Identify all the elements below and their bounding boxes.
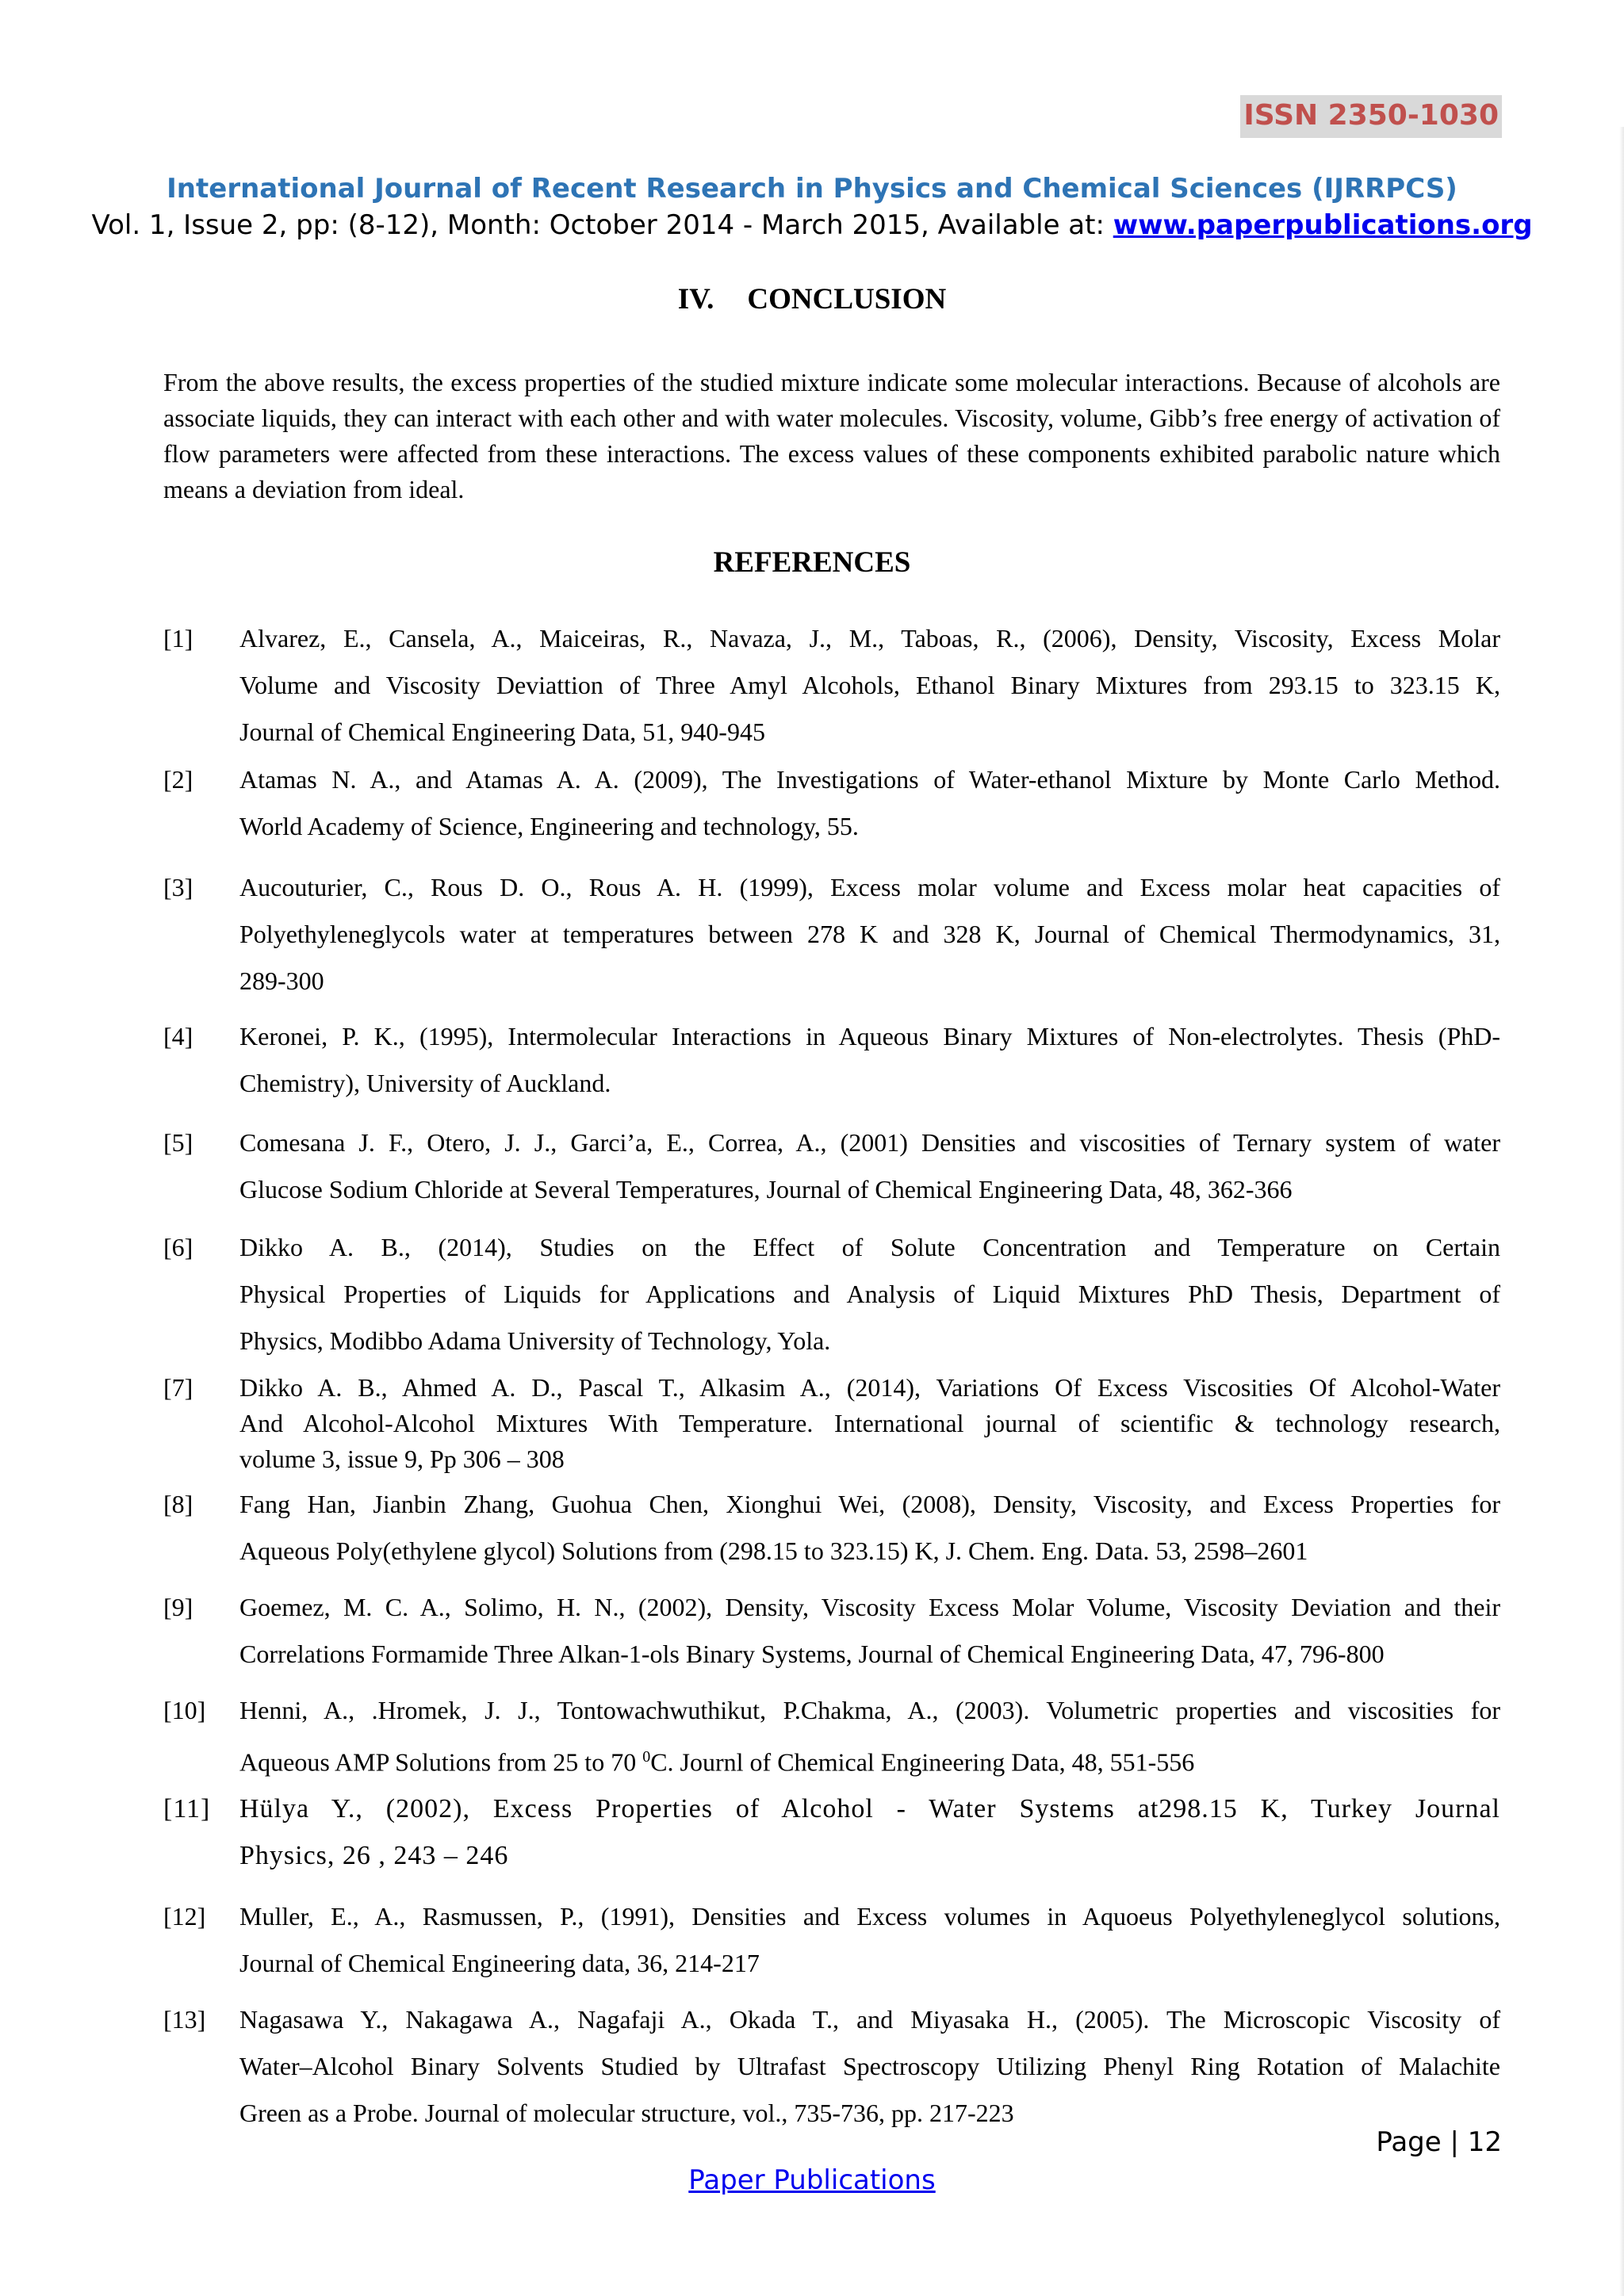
reference-label: [5] [163, 1128, 193, 1157]
reference-line: Correlations Formamide Three Alkan-1-ols Binary Systems, Journal of Chemical Engineering Data, 47, 796-800 [239, 1640, 1385, 1668]
reference-text [239, 615, 1500, 756]
volume-info [0, 209, 1624, 241]
publisher-link[interactable]: Paper Publications [688, 2164, 936, 2196]
reference-line: Nagasawa Y., Nakagawa A., Nagafaji A., Okada T., and Miyasaka H., (2005). The Microscopic Viscosity of [239, 2005, 1500, 2034]
website-link[interactable]: www.paperpublications.org [1113, 209, 1533, 241]
conclusion-heading [0, 282, 1624, 316]
reference-text [239, 1119, 1500, 1213]
reference-text [239, 756, 1500, 850]
reference-line: Physics, 26 , 243 – 246 [239, 1841, 509, 1870]
reference-label: [4] [163, 1022, 193, 1050]
reference-line: World Academy of Science, Engineering and technology, 55. [239, 812, 859, 840]
reference-text [239, 1584, 1500, 1678]
reference-text [239, 1224, 1500, 1364]
reference-line: Polyethyleneglycols water at temperatures between 278 K and 328 K, Journal of Chemical Thermodynamics, 31, [239, 920, 1500, 948]
reference-label: [9] [163, 1593, 193, 1621]
reference-text [239, 1785, 1500, 1879]
conclusion-paragraph: From the above results, the excess properties of the studied mixture indicate some molecular interactions. Because of alcohols are associate liquids, they can interact with each other and with water molecules. Viscosity, volume, Gibb’s free energy of activation of flow parameters were affected from these interactions. The excess values of these components exhibited parabolic nature which means a deviation from ideal. [163, 368, 1500, 503]
reference-line: And Alcohol-Alcohol Mixtures With Temperature. International journal of scientific & technology research, [239, 1409, 1500, 1437]
issn-badge: ISSN 2350-1030 [1240, 95, 1502, 138]
page-edge-shadow [1619, 127, 1624, 2296]
reference-line: Hülya Y., (2002), Excess Properties of Alcohol - Water Systems at298.15 K, Turkey Journal [239, 1794, 1500, 1823]
reference-line: Chemistry), University of Auckland. [239, 1069, 611, 1097]
reference-line: Journal of Chemical Engineering Data, 51, 940-945 [239, 718, 765, 746]
reference-label: [8] [163, 1490, 193, 1518]
reference-label: [10] [163, 1696, 206, 1724]
reference-line: Atamas N. A., and Atamas A. A. (2009), The Investigations of Water-ethanol Mixture by Monte Carlo Method. [239, 765, 1500, 794]
reference-line: 289-300 [239, 966, 324, 995]
footer-publisher [0, 2164, 1624, 2196]
journal-title: International Journal of Recent Research in Physics and Chemical Sciences (IJRRPCS) [167, 173, 1457, 205]
reference-text [239, 1481, 1500, 1575]
reference-line: Green as a Probe. Journal of molecular structure, vol., 735-736, pp. 217-223 [239, 2099, 1014, 2127]
section-number: IV. [677, 283, 714, 316]
reference-label: [2] [163, 765, 193, 794]
reference-label: [7] [163, 1373, 193, 1402]
reference-text [239, 1687, 1500, 1786]
reference-line [239, 1734, 1500, 1786]
reference-line: Water–Alcohol Binary Solvents Studied by Ultrafast Spectroscopy Utilizing Phenyl Ring Rotation of Malachite [239, 2052, 1500, 2080]
reference-label: [3] [163, 873, 193, 901]
reference-text [239, 864, 1500, 1004]
reference-label: [6] [163, 1233, 193, 1261]
reference-text [239, 1370, 1500, 1477]
reference-label: [13] [163, 2005, 206, 2034]
reference-line-part: Aqueous AMP Solutions from 25 to 70 [239, 1747, 643, 1777]
reference-line: Aqueous Poly(ethylene glycol) Solutions from (298.15 to 323.15) K, J. Chem. Eng. Data. 53, 2598–2601 [239, 1536, 1308, 1565]
reference-label: [12] [163, 1902, 206, 1931]
reference-line-part: C. Journl of Chemical Engineering Data, 48, 551-556 [650, 1747, 1195, 1777]
reference-label: [11] [163, 1794, 211, 1823]
reference-line: Alvarez, E., Cansela, A., Maiceiras, R., Navaza, J., M., Taboas, R., (2006), Density, Viscosity, Excess Molar [239, 624, 1500, 652]
reference-text [239, 1893, 1500, 1987]
volume-text: Vol. 1, Issue 2, pp: (8-12), Month: October 2014 - March 2015, Available at: [91, 209, 1113, 241]
reference-line: Dikko A. B., Ahmed A. D., Pascal T., Alkasim A., (2014), Variations Of Excess Viscosities Of Alcohol-Water [239, 1373, 1500, 1402]
reference-line: Muller, E., A., Rasmussen, P., (1991), Densities and Excess volumes in Aquoeus Polyethyleneglycol solutions, [239, 1902, 1500, 1931]
reference-line: Goemez, M. C. A., Solimo, H. N., (2002), Density, Viscosity Excess Molar Volume, Viscosity Deviation and their [239, 1593, 1500, 1621]
reference-text [239, 1013, 1500, 1107]
reference-line: Dikko A. B., (2014), Studies on the Effect of Solute Concentration and Temperature on Certain [239, 1233, 1500, 1261]
reference-line: Henni, A., .Hromek, J. J., Tontowachwuthikut, P.Chakma, A., (2003). Volumetric properties and viscosities for [239, 1696, 1500, 1724]
reference-line: Volume and Viscosity Deviattion of Three Amyl Alcohols, Ethanol Binary Mixtures from 293.15 to 323.15 K, [239, 671, 1500, 699]
reference-text [239, 1996, 1500, 2137]
reference-label: [1] [163, 624, 193, 652]
page-number: Page | 12 [1376, 2126, 1502, 2158]
section-title: CONCLUSION [747, 283, 947, 316]
reference-line: Physical Properties of Liquids for Applications and Analysis of Liquid Mixtures PhD Thesis, Department of [239, 1280, 1500, 1308]
reference-line: Glucose Sodium Chloride at Several Temperatures, Journal of Chemical Engineering Data, 48, 362-366 [239, 1175, 1293, 1203]
reference-line: Aucouturier, C., Rous D. O., Rous A. H. (1999), Excess molar volume and Excess molar heat capacities of [239, 873, 1500, 901]
reference-line: volume 3, issue 9, Pp 306 – 308 [239, 1445, 565, 1473]
superscript: 0 [642, 1748, 651, 1766]
references-heading: REFERENCES [713, 546, 911, 579]
reference-line: Physics, Modibbo Adama University of Technology, Yola. [239, 1326, 831, 1355]
reference-line: Keronei, P. K., (1995), Intermolecular Interactions in Aqueous Binary Mixtures of Non-electrolytes. Thesis (PhD- [239, 1022, 1500, 1050]
reference-line: Journal of Chemical Engineering data, 36, 214-217 [239, 1949, 760, 1977]
reference-line: Fang Han, Jianbin Zhang, Guohua Chen, Xionghui Wei, (2008), Density, Viscosity, and Excess Properties for [239, 1490, 1500, 1518]
reference-line: Comesana J. F., Otero, J. J., Garci’a, E., Correa, A., (2001) Densities and viscosities of Ternary system of water [239, 1128, 1500, 1157]
